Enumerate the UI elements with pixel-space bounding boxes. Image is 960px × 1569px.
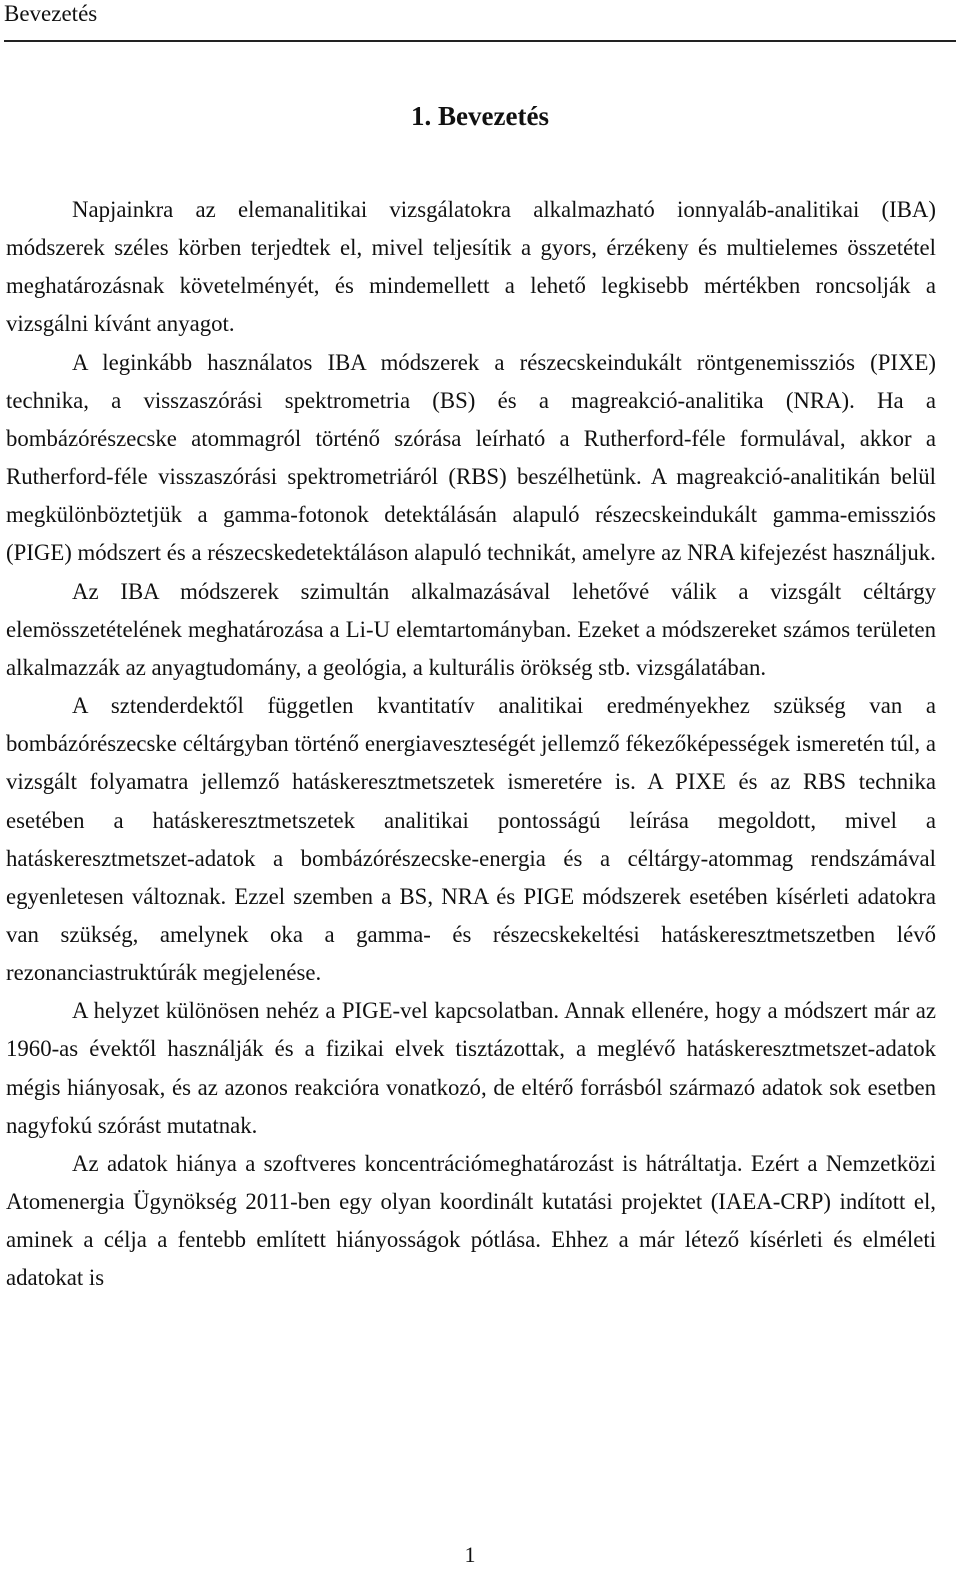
paragraph: Napjainkra az elemanalitikai vizsgálatokra alkalmazható ionnyaláb-analitikai (IBA) módszerek széles körben terjedtek el, mivel teljesítik a gyors, érzékeny és multielemes összetétel meghatározásnak követelményét, és mindemellett a lehető legkisebb mértékben roncsolják a vizsgálni kívánt anyagot. xyxy=(6,197,936,337)
paragraph: A leginkább használatos IBA módszerek a részecskeindukált röntgenemissziós (PIXE) technika, a visszaszórási spektrometria (BS) és a magreakció-analitika (NRA). Ha a bombázórészecske atommagról történő szórása leírható a Rutherford-féle formulával, akkor a Rutherford-féle visszaszórási spektrometriáról (RBS) beszélhetünk. A magreakció-analitikán belül megkülönböztetjük a gamma-fotonok detektálásán alapuló részecskeindukált gamma-emissziós (PIGE) módszert és a részecskedetektáláson alapuló technikát, amelyre az NRA kifejezést használjuk. xyxy=(6,349,936,566)
header-divider xyxy=(4,40,956,42)
paragraph: Az IBA módszerek szimultán alkalmazásával lehetővé válik a vizsgált céltárgy elemösszetételének meghatározása a Li-U elemtartományban. Ezeket a módszereket számos területen alkalmazzák az anyagtudomány, a geológia, a kulturális örökség stb. vizsgálatában. xyxy=(6,578,936,680)
running-header: Bevezetés xyxy=(4,1,98,26)
paragraph: A helyzet különösen nehéz a PIGE-vel kapcsolatban. Annak ellenére, hogy a módszert már az 1960-as évektől használják és a fizikai elvek tisztázottak, a meglévő hatáskeresztmetszet-adatok mégis hiányosak, és az azonos reakcióra vonatkozó, de eltérő forrásból származó adatok sok esetben nagyfokú szórást mutatnak. xyxy=(6,998,936,1138)
page-number: 1 xyxy=(464,1542,476,1567)
paragraph: Az adatok hiánya a szoftveres koncentrációmeghatározást is hátráltatja. Ezért a Nemzetközi Atomenergia Ügynökség 2011-ben egy olyan koordinált kutatási projektet (IAEA-CRP) indított el, aminek a célja a fentebb említett hiányosságok pótlása. Ehhez a már létező kísérleti és elméleti adatokat is xyxy=(6,1150,936,1291)
paragraph: A sztenderdektől független kvantitatív analitikai eredményekhez szükség van a bombázórészecske céltárgyban történő energiaveszteségét jellemző fékezőképességek ismeretén túl, a vizsgált folyamatra jellemző hatáskeresztmetszetek ismeretére is. A PIXE és az RBS technika esetében a hatáskeresztmetszetek analitikai pontosságú leírása megoldott, mivel a hatáskeresztmetszet-adatok a bombázórészecske-energia és a céltárgy-atommag rendszámával egyenletesen változnak. Ezzel szemben a BS, NRA és PIGE módszerek esetében kísérleti adatokra van szükség, amelynek oka a gamma- és részecskekeltési hatáskeresztmetszetben lévő rezonanciastruktúrák megjelenése. xyxy=(6,693,936,986)
body-text xyxy=(6,191,936,1298)
chapter-title: 1. Bevezetés xyxy=(411,101,549,131)
